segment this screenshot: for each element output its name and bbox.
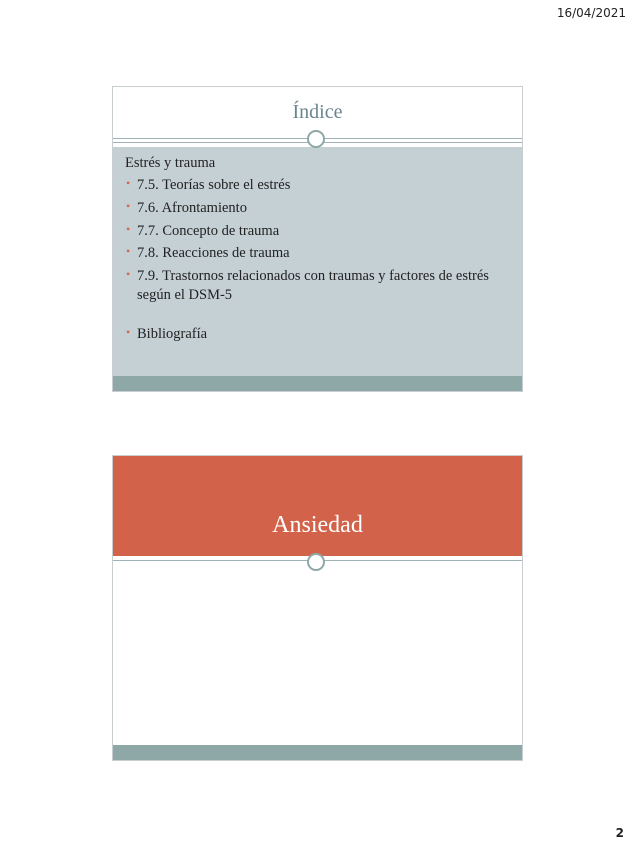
bullet-icon: • xyxy=(126,324,131,339)
list-item: • 7.9. Trastornos relacionados con traumas y factores de estrés según el DSM-5 xyxy=(126,267,489,304)
bullet-icon: • xyxy=(126,175,131,190)
list-item: • Bibliografía xyxy=(126,324,208,342)
list-item: • 7.8. Reacciones de trauma xyxy=(126,244,290,262)
page-number: 2 xyxy=(615,826,624,840)
slide-indice xyxy=(112,86,523,392)
divider-circle-icon xyxy=(307,553,325,571)
slide-footer-bar xyxy=(113,745,522,760)
list-item: • 7.5. Teorías sobre el estrés xyxy=(126,175,291,193)
bullet-icon: • xyxy=(126,198,131,213)
divider-circle-icon xyxy=(307,130,325,148)
slide-ansiedad xyxy=(112,455,523,761)
page-date: 16/04/2021 xyxy=(556,6,626,20)
slide-title: Ansiedad xyxy=(272,512,363,538)
slide-footer-bar xyxy=(113,376,522,391)
slide-content xyxy=(125,154,506,348)
bullet-icon: • xyxy=(126,221,131,236)
slide-header xyxy=(113,456,522,556)
bullet-icon: • xyxy=(126,267,131,282)
section-heading: Estrés y trauma xyxy=(125,155,216,171)
slide-body xyxy=(113,147,522,377)
list-item: • 7.6. Afrontamiento xyxy=(126,198,247,216)
bullet-icon: • xyxy=(126,244,131,259)
list-item: • 7.7. Concepto de trauma xyxy=(126,221,280,239)
topic-list xyxy=(125,176,506,344)
slide-title: Índice xyxy=(292,101,343,123)
